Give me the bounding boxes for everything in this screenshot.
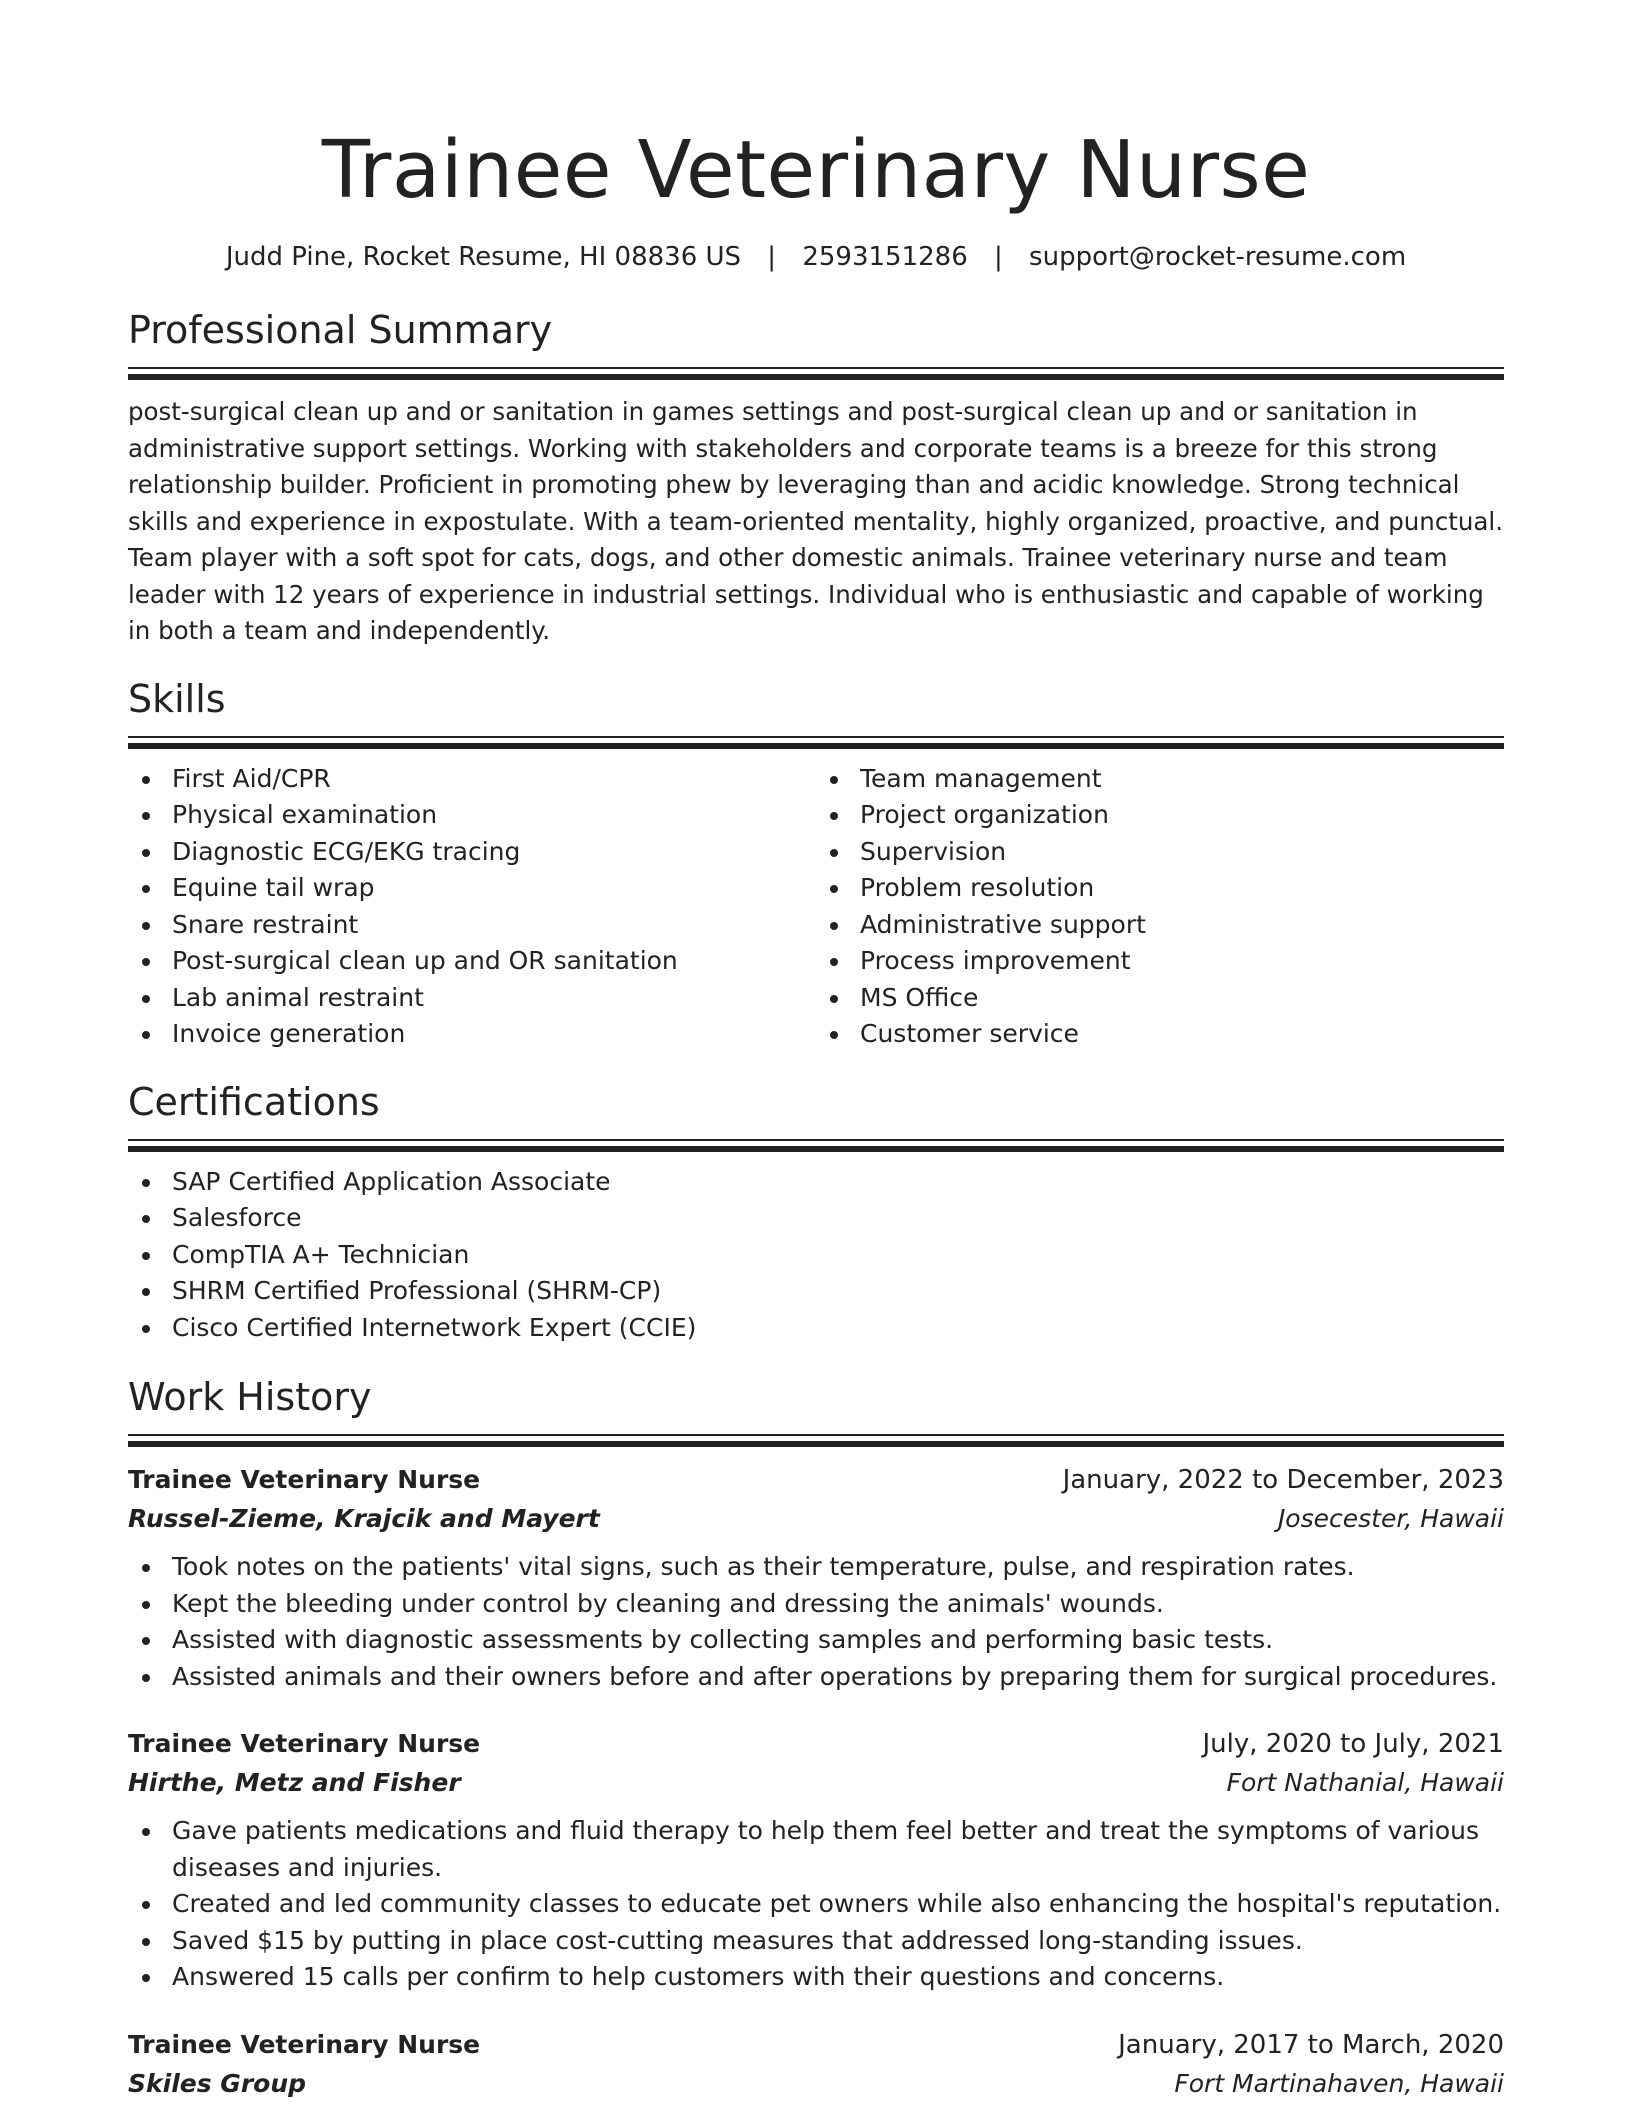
skills-section <box>128 674 1504 1053</box>
job-dates: January, 2017 to March, 2020 <box>1118 2029 1504 2060</box>
job-entry <box>128 2026 1504 2104</box>
job-duty: Assisted animals and their owners before and after operations by preparing them for surgical procedures. <box>128 1659 1504 1696</box>
skill-item: Supervision <box>816 834 1504 871</box>
skill-item: Problem resolution <box>816 870 1504 907</box>
skill-item: First Aid/CPR <box>128 761 816 798</box>
skill-item: Snare restraint <box>128 907 816 944</box>
job-title: Trainee Veterinary Nurse <box>128 1729 481 1758</box>
job-subheader-row <box>128 2064 1504 2104</box>
job-location: Fort Martinahaven, Hawaii <box>1174 2068 1504 2098</box>
job-dates: January, 2022 to December, 2023 <box>1062 1465 1504 1495</box>
certification-item: Cisco Certified Internetwork Expert (CCIE) <box>128 1310 1504 1347</box>
contact-address: Judd Pine, Rocket Resume, HI 08836 US <box>225 242 742 272</box>
section-heading-certifications: Certifications <box>128 1079 380 1124</box>
certification-item: Salesforce <box>128 1200 1504 1237</box>
section-heading-summary: Professional Summary <box>128 308 553 352</box>
job-duty: Kept the bleeding under control by cleaning and dressing the animals' wounds. <box>128 1586 1504 1623</box>
job-duty: Created and led community classes to educate pet owners while also enhancing the hospital's reputation. <box>128 1886 1504 1923</box>
skill-item: MS Office <box>816 980 1504 1017</box>
certifications-section <box>128 1077 1504 1347</box>
job-company: Russel-Zieme, Krajcik and Mayert <box>128 1504 600 1533</box>
job-title: Trainee Veterinary Nurse <box>128 1465 481 1494</box>
skill-item: Invoice generation <box>128 1016 816 1053</box>
certification-item: SHRM Certified Professional (SHRM-CP) <box>128 1273 1504 1310</box>
skill-item: Administrative support <box>816 907 1504 944</box>
job-duty: Answered 15 calls per confirm to help customers with their questions and concerns. <box>128 1959 1504 1996</box>
certification-item: SAP Certified Application Associate <box>128 1164 1504 1201</box>
certifications-list <box>128 1164 1504 1347</box>
job-duty: Gave patients medications and fluid therapy to help them feel better and treat the symptoms of various diseases and injuries. <box>128 1813 1504 1886</box>
skill-item: Process improvement <box>816 943 1504 980</box>
job-company: Hirthe, Metz and Fisher <box>128 1768 461 1797</box>
work-history-section <box>128 1372 1504 2104</box>
section-divider <box>128 1139 1504 1152</box>
skills-list-right <box>816 761 1504 1053</box>
job-title: Trainee Veterinary Nurse <box>128 2029 481 2059</box>
job-duties-list <box>128 1813 1504 1996</box>
contact-line <box>128 239 1504 275</box>
job-location: Fort Nathanial, Hawaii <box>1226 1768 1504 1797</box>
job-subheader-row <box>128 1499 1504 1539</box>
skill-item: Customer service <box>816 1016 1504 1053</box>
section-divider <box>128 367 1504 380</box>
contact-phone: 2593151286 <box>802 242 968 272</box>
job-dates: July, 2020 to July, 2021 <box>1202 1729 1504 1759</box>
job-entry <box>128 1725 1504 1996</box>
resume-title: Trainee Veterinary Nurse <box>321 124 1311 216</box>
job-duty: Saved $15 by putting in place cost-cutting measures that addressed long-standing issues. <box>128 1923 1504 1960</box>
skill-item: Physical examination <box>128 797 816 834</box>
job-company: Skiles Group <box>128 2068 307 2098</box>
job-header-row <box>128 1461 1504 1499</box>
job-subheader-row <box>128 1763 1504 1803</box>
job-header-row <box>128 1725 1504 1763</box>
contact-separator: | <box>994 242 1003 272</box>
section-heading-work-history: Work History <box>128 1375 372 1419</box>
skill-item: Equine tail wrap <box>128 870 816 907</box>
job-location: Josecester, Hawaii <box>1277 1504 1504 1533</box>
skill-item: Diagnostic ECG/EKG tracing <box>128 834 816 871</box>
skills-grid <box>128 761 1504 1053</box>
section-heading-skills: Skills <box>128 676 226 721</box>
skill-item: Post-surgical clean up and OR sanitation <box>128 943 816 980</box>
job-duty: Assisted with diagnostic assessments by collecting samples and performing basic tests. <box>128 1622 1504 1659</box>
contact-email: support@rocket-resume.com <box>1029 242 1407 272</box>
summary-section <box>128 305 1504 650</box>
skill-item: Team management <box>816 761 1504 798</box>
job-duty: Took notes on the patients' vital signs, such as their temperature, pulse, and respiration rates. <box>128 1549 1504 1586</box>
section-divider <box>128 736 1504 749</box>
job-duties-list <box>128 1549 1504 1695</box>
certification-item: CompTIA A+ Technician <box>128 1237 1504 1274</box>
job-header-row <box>128 2026 1504 2064</box>
skills-list-left <box>128 761 816 1053</box>
job-entry <box>128 1461 1504 1695</box>
contact-separator: | <box>767 242 777 272</box>
section-divider <box>128 1434 1504 1447</box>
skill-item: Project organization <box>816 797 1504 834</box>
summary-text: post-surgical clean up and or sanitation in games settings and post-surgical clean up and or sanitation in administrative support settings. Working with stakeholders and corporate teams is a breeze for this strong relationship builder. Proficient in promoting phew by leveraging than and acidic knowledge. Strong technical skills and experience in expostulate. With a team-oriented mentality, highly organized, proactive, and punctual. Team player with a soft spot for cats, dogs, and other domestic animals. Trainee veterinary nurse and team leader with 12 years of experience in industrial settings. Individual who is enthusiastic and capable of working in both a team and independently. <box>128 397 1504 645</box>
skill-item: Lab animal restraint <box>128 980 816 1017</box>
